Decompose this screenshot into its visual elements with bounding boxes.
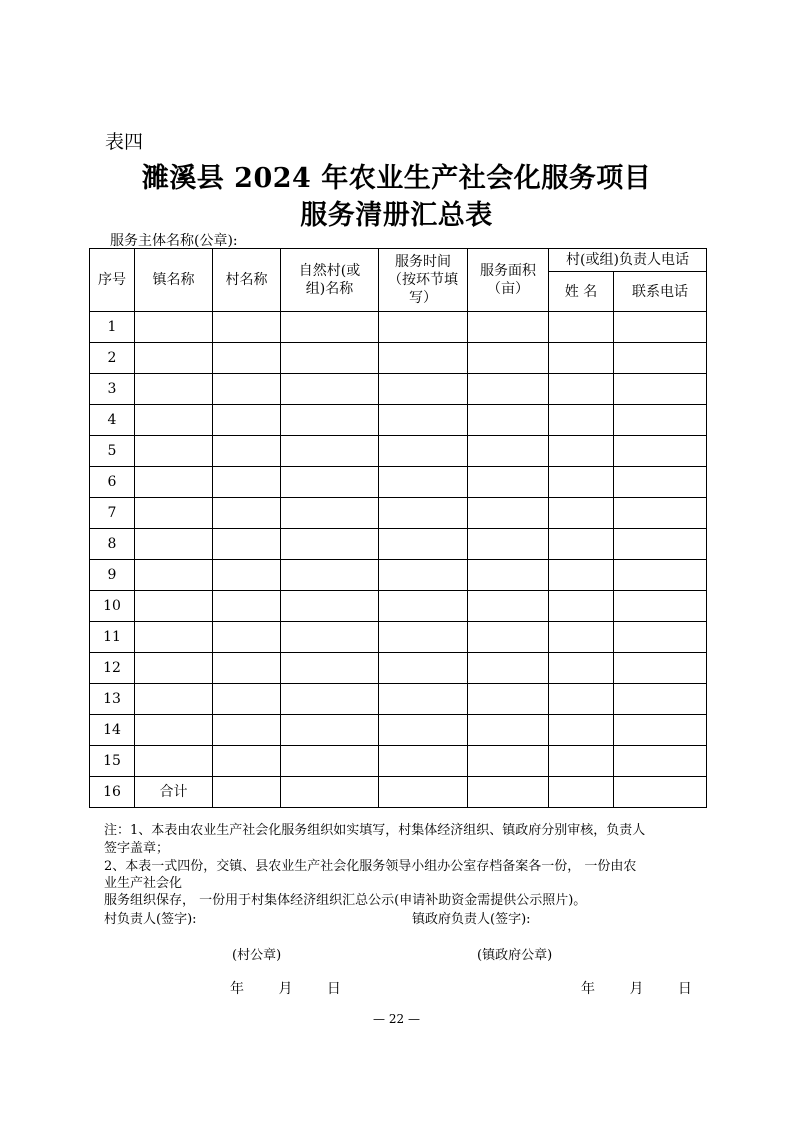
row-natural-village-cell[interactable] — [281, 436, 379, 467]
row-seq-cell: 12 — [90, 653, 135, 684]
row-phone-cell[interactable] — [614, 529, 707, 560]
row-service-time-cell[interactable] — [379, 374, 468, 405]
row-town-cell[interactable] — [135, 436, 213, 467]
row-phone-cell[interactable] — [614, 746, 707, 777]
row-phone-cell[interactable] — [614, 312, 707, 343]
row-name-cell[interactable] — [549, 746, 614, 777]
note-line: 注：1、本表由农业生产社会化服务组织如实填写，村集体经济组织、镇政府分别审核，负责人 — [104, 823, 646, 838]
row-service-time-cell[interactable] — [379, 746, 468, 777]
table-row — [90, 653, 707, 684]
row-service-time-cell[interactable] — [379, 529, 468, 560]
row-village-cell[interactable] — [213, 529, 281, 560]
row-natural-village-cell[interactable] — [281, 777, 379, 808]
row-town-cell[interactable] — [135, 560, 213, 591]
row-service-area-cell[interactable] — [468, 529, 549, 560]
row-phone-cell[interactable] — [614, 715, 707, 746]
row-natural-village-cell[interactable] — [281, 498, 379, 529]
row-service-area-cell[interactable] — [468, 343, 549, 374]
town-head-signature-label: 镇政府负责人(签字): — [412, 912, 531, 927]
row-town-cell[interactable] — [135, 467, 213, 498]
row-name-cell[interactable] — [549, 653, 614, 684]
row-town-cell[interactable]: 合计 — [135, 777, 213, 808]
row-village-cell[interactable] — [213, 591, 281, 622]
row-village-cell[interactable] — [213, 715, 281, 746]
row-natural-village-cell[interactable] — [281, 591, 379, 622]
row-seq-cell: 7 — [90, 498, 135, 529]
row-village-cell[interactable] — [213, 622, 281, 653]
row-village-cell[interactable] — [213, 467, 281, 498]
row-seq-cell: 1 — [90, 312, 135, 343]
town-seal-label: (镇政府公章) — [477, 948, 553, 963]
row-village-cell[interactable] — [213, 498, 281, 529]
table-row — [90, 498, 707, 529]
row-town-cell[interactable] — [135, 622, 213, 653]
row-village-cell[interactable] — [213, 653, 281, 684]
row-town-cell[interactable] — [135, 405, 213, 436]
row-phone-cell[interactable] — [614, 436, 707, 467]
row-service-time-cell[interactable] — [379, 777, 468, 808]
row-phone-cell[interactable] — [614, 622, 707, 653]
row-service-area-cell[interactable] — [468, 746, 549, 777]
row-seq-cell: 10 — [90, 591, 135, 622]
row-village-cell[interactable] — [213, 343, 281, 374]
row-seq-cell: 11 — [90, 622, 135, 653]
row-village-cell[interactable] — [213, 560, 281, 591]
table-row — [90, 467, 707, 498]
header-service-area — [468, 249, 549, 312]
row-name-cell[interactable] — [549, 436, 614, 467]
row-service-time-cell[interactable] — [379, 653, 468, 684]
table-row — [90, 312, 707, 343]
document-title-line2: 服务清册汇总表 — [300, 200, 493, 231]
row-natural-village-cell[interactable] — [281, 560, 379, 591]
row-service-time-cell[interactable] — [379, 684, 468, 715]
row-name-cell[interactable] — [549, 374, 614, 405]
row-town-cell[interactable] — [135, 529, 213, 560]
row-town-cell[interactable] — [135, 653, 213, 684]
row-natural-village-cell[interactable] — [281, 653, 379, 684]
row-natural-village-cell[interactable] — [281, 622, 379, 653]
row-seq-cell: 15 — [90, 746, 135, 777]
row-name-cell[interactable] — [549, 343, 614, 374]
row-service-area-cell[interactable] — [468, 777, 549, 808]
row-name-cell[interactable] — [549, 591, 614, 622]
row-name-cell[interactable] — [549, 622, 614, 653]
table-row — [90, 560, 707, 591]
header-name: 姓 名 — [549, 272, 614, 312]
row-village-cell[interactable] — [213, 684, 281, 715]
row-phone-cell[interactable] — [614, 374, 707, 405]
row-service-area-cell[interactable] — [468, 715, 549, 746]
row-town-cell[interactable] — [135, 715, 213, 746]
table-body — [90, 312, 707, 808]
row-service-time-cell[interactable] — [379, 591, 468, 622]
table-row — [90, 622, 707, 653]
service-summary-table — [89, 248, 707, 808]
row-service-time-cell[interactable] — [379, 343, 468, 374]
village-seal-label: (村公章) — [232, 948, 282, 963]
row-service-area-cell[interactable] — [468, 436, 549, 467]
row-service-area-cell[interactable] — [468, 498, 549, 529]
row-town-cell[interactable] — [135, 343, 213, 374]
row-service-area-cell[interactable] — [468, 653, 549, 684]
row-natural-village-cell[interactable] — [281, 312, 379, 343]
table-label: 表四 — [105, 131, 144, 153]
row-seq-cell: 3 — [90, 374, 135, 405]
row-natural-village-cell[interactable] — [281, 529, 379, 560]
row-name-cell[interactable] — [549, 312, 614, 343]
table-row — [90, 591, 707, 622]
row-phone-cell[interactable] — [614, 560, 707, 591]
row-service-area-cell[interactable] — [468, 405, 549, 436]
row-name-cell[interactable] — [549, 529, 614, 560]
row-seq-cell: 8 — [90, 529, 135, 560]
row-service-time-cell[interactable] — [379, 312, 468, 343]
header-service-time — [379, 249, 468, 312]
row-seq-cell: 2 — [90, 343, 135, 374]
row-natural-village-cell[interactable] — [281, 374, 379, 405]
row-name-cell[interactable] — [549, 560, 614, 591]
row-phone-cell[interactable] — [614, 498, 707, 529]
service-entity-label: 服务主体名称(公章): — [110, 233, 238, 249]
header-village: 村名称 — [213, 249, 281, 312]
row-natural-village-cell[interactable] — [281, 405, 379, 436]
row-phone-cell[interactable] — [614, 467, 707, 498]
row-village-cell[interactable] — [213, 777, 281, 808]
row-service-time-cell[interactable] — [379, 467, 468, 498]
row-phone-cell[interactable] — [614, 777, 707, 808]
row-village-cell[interactable] — [213, 436, 281, 467]
town-date-label: 年 月 日 — [581, 981, 692, 997]
row-service-time-cell[interactable] — [379, 715, 468, 746]
row-town-cell[interactable] — [135, 374, 213, 405]
header-contact-group: 村(或组)负责人电话 — [549, 249, 707, 272]
row-service-time-cell[interactable] — [379, 436, 468, 467]
row-town-cell[interactable] — [135, 684, 213, 715]
row-service-area-cell[interactable] — [468, 684, 549, 715]
row-village-cell[interactable] — [213, 374, 281, 405]
note-line: 业生产社会化 — [104, 876, 183, 891]
row-phone-cell[interactable] — [614, 591, 707, 622]
row-phone-cell[interactable] — [614, 343, 707, 374]
row-service-area-cell[interactable] — [468, 591, 549, 622]
row-natural-village-cell[interactable] — [281, 684, 379, 715]
page-number: — 22 — — [373, 1012, 420, 1026]
row-natural-village-cell[interactable] — [281, 467, 379, 498]
row-name-cell[interactable] — [549, 684, 614, 715]
document-title-line1: 濉溪县 2024 年农业生产社会化服务项目 — [141, 163, 652, 194]
note-line: 2、本表一式四份，交镇、县农业生产社会化服务领导小组办公室存档备案各一份， 一份由农 — [104, 859, 637, 874]
row-service-time-cell[interactable] — [379, 405, 468, 436]
table-row — [90, 436, 707, 467]
row-name-cell[interactable] — [549, 777, 614, 808]
row-service-area-cell[interactable] — [468, 560, 549, 591]
row-natural-village-cell[interactable] — [281, 715, 379, 746]
header-natural-village-text: 自然村(或组)名称 — [298, 263, 361, 297]
header-seq: 序号 — [90, 249, 135, 312]
village-head-signature-label: 村负责人(签字): — [104, 912, 197, 927]
row-seq-cell: 14 — [90, 715, 135, 746]
table-row — [90, 777, 707, 808]
row-seq-cell: 4 — [90, 405, 135, 436]
row-service-time-cell[interactable] — [379, 498, 468, 529]
row-name-cell[interactable] — [549, 715, 614, 746]
row-seq-cell: 9 — [90, 560, 135, 591]
row-town-cell[interactable] — [135, 498, 213, 529]
row-service-time-cell[interactable] — [379, 560, 468, 591]
village-date-label: 年 月 日 — [230, 981, 341, 997]
row-town-cell[interactable] — [135, 591, 213, 622]
row-village-cell[interactable] — [213, 312, 281, 343]
row-phone-cell[interactable] — [614, 653, 707, 684]
row-name-cell[interactable] — [549, 405, 614, 436]
table-row — [90, 343, 707, 374]
header-town: 镇名称 — [135, 249, 213, 312]
row-town-cell[interactable] — [135, 746, 213, 777]
row-seq-cell: 16 — [90, 777, 135, 808]
row-natural-village-cell[interactable] — [281, 746, 379, 777]
row-service-area-cell[interactable] — [468, 622, 549, 653]
header-service-area-text: 服务面积（亩） — [480, 263, 536, 297]
row-service-area-cell[interactable] — [468, 312, 549, 343]
header-natural-village — [281, 249, 379, 312]
row-name-cell[interactable] — [549, 467, 614, 498]
note-line: 服务组织保存， 一份用于村集体经济组织汇总公示(申请补助资金需提供公示照片)。 — [104, 893, 587, 908]
table-row — [90, 746, 707, 777]
row-village-cell[interactable] — [213, 405, 281, 436]
header-phone: 联系电话 — [614, 272, 707, 312]
row-seq-cell: 6 — [90, 467, 135, 498]
row-service-area-cell[interactable] — [468, 374, 549, 405]
note-line: 签字盖章； — [104, 841, 170, 856]
row-town-cell[interactable] — [135, 312, 213, 343]
row-village-cell[interactable] — [213, 746, 281, 777]
table-row — [90, 529, 707, 560]
row-seq-cell: 13 — [90, 684, 135, 715]
header-service-time-text: 服务时间（按环节填写） — [388, 254, 458, 306]
row-service-time-cell[interactable] — [379, 622, 468, 653]
row-seq-cell: 5 — [90, 436, 135, 467]
table-row — [90, 715, 707, 746]
row-phone-cell[interactable] — [614, 684, 707, 715]
table-row — [90, 405, 707, 436]
row-service-area-cell[interactable] — [468, 467, 549, 498]
row-phone-cell[interactable] — [614, 405, 707, 436]
table-row — [90, 684, 707, 715]
row-natural-village-cell[interactable] — [281, 343, 379, 374]
table-row — [90, 374, 707, 405]
row-name-cell[interactable] — [549, 498, 614, 529]
